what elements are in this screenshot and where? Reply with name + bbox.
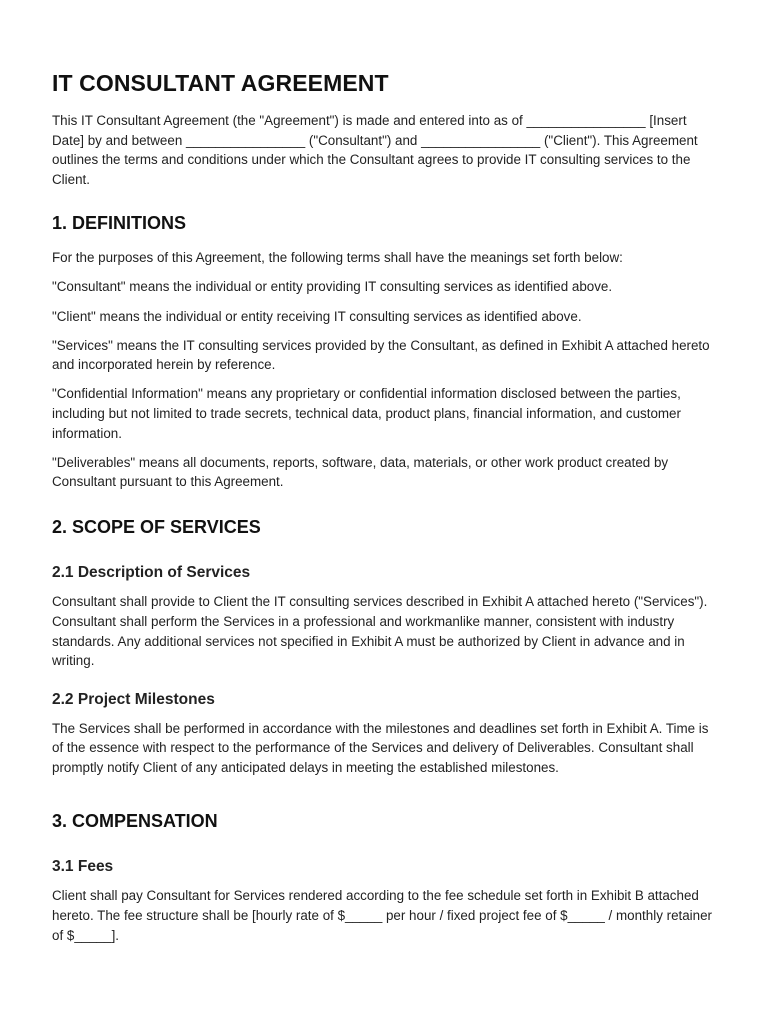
definitions-intro: For the purposes of this Agreement, the following terms shall have the meanings set forth below: [52, 250, 623, 266]
subsection-heading-project-milestones: 2.2 Project Milestones [52, 690, 215, 708]
definition-services: "Services" means the IT consulting services provided by the Consultant, as defined in Exhibit A attached hereto and incorporated herein by reference. [52, 337, 710, 373]
definition-client: "Client" means the individual or entity receiving IT consulting services as identified above. [52, 308, 582, 324]
description-of-services-text: Consultant shall provide to Client the IT consulting services described in Exhibit A attached hereto ("Services"). Consultant shall perform the Services in a professional and workmanlike manner, consistent with industry standards. Any additional services not specified in Exhibit A must be authorized by Client in advance and in writing. [52, 594, 708, 669]
section-heading-definitions: 1. DEFINITIONS [52, 213, 187, 234]
fees-text: Client shall pay Consultant for Services rendered according to the fee schedule set forth in Exhibit B attached hereto. The fee structure shall be [hourly rate of $_____ per hour / fixed project fee of $_____ / monthly retainer of $_____]. [52, 888, 713, 943]
subsection-heading-fees: 3.1 Fees [52, 858, 114, 876]
intro-paragraph: This IT Consultant Agreement (the "Agreement") is made and entered into as of ________________ [Insert Date] by and between ________________ ("Consultant") and ________________ ("Client"). This Agreement outlines the terms and conditions under which the Consultant agrees to provide IT consulting services to the Client. [52, 113, 698, 187]
subsection-heading-description-of-services: 2.1 Description of Services [52, 564, 251, 582]
definition-confidential-information: "Confidential Information" means any proprietary or confidential information disclosed between the parties, including but not limited to trade secrets, technical data, product plans, financial information, and customer information. [52, 386, 681, 441]
section-heading-compensation: 3. COMPENSATION [52, 811, 218, 832]
definition-deliverables: "Deliverables" means all documents, reports, software, data, materials, or other work product created by Consultant pursuant to this Agreement. [52, 454, 669, 490]
document-title: IT CONSULTANT AGREEMENT [52, 70, 389, 96]
definition-consultant: "Consultant" means the individual or entity providing IT consulting services as identified above. [52, 279, 613, 295]
project-milestones-text: The Services shall be performed in accordance with the milestones and deadlines set forth in Exhibit A. Time is of the essence with respect to the performance of the Services and delivery of Deliverables. Consultant shall promptly notify Client of any anticipated delays in meeting the established milestones. [52, 720, 709, 775]
section-heading-scope-of-services: 2. SCOPE OF SERVICES [52, 517, 261, 538]
